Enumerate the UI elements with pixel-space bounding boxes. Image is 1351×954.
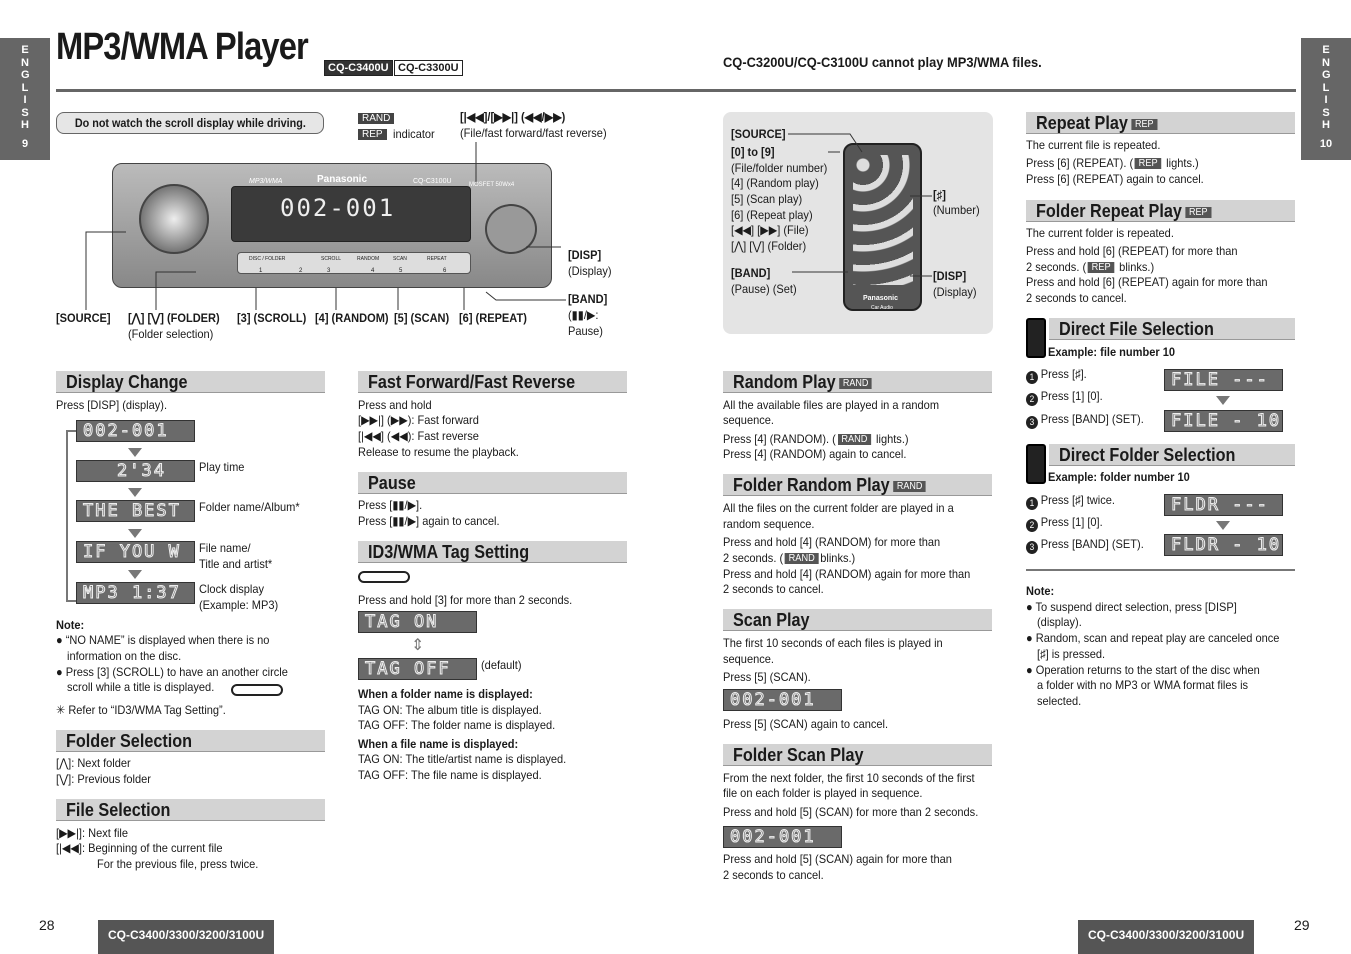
- language-tab-right: [1301, 38, 1351, 160]
- file-previous: For the previous file, press twice.: [97, 857, 259, 871]
- pause-line: Press [▮▮/▶].: [358, 498, 423, 512]
- language-tab-letters: ENGLISH: [21, 44, 30, 131]
- section-title: Direct File Selection: [1059, 319, 1214, 339]
- notes-title: Note:: [1026, 584, 1055, 598]
- preset-key-4[interactable]: 4: [371, 268, 375, 274]
- folder-previous: [⋁]: Previous folder: [56, 772, 151, 786]
- pause-heading: [358, 472, 627, 494]
- section-title: ID3/WMA Tag Setting: [368, 542, 530, 562]
- folder-random-heading: [723, 474, 992, 496]
- scan-key-label: SCAN: [393, 256, 407, 262]
- folder-repeat-line: The current folder is repeated.: [1026, 226, 1174, 240]
- clock-display-label: Clock display: [199, 582, 265, 596]
- section-title-text: Folder Random Play: [733, 475, 890, 495]
- remote-sub-brand: Car Audio: [871, 305, 893, 311]
- folder-scan-line: file on each folder is played in sequence.: [723, 786, 923, 800]
- random-key-label: RANDOM: [357, 256, 380, 262]
- page-tab-number: 10: [1319, 137, 1333, 150]
- note-line: a folder with no MP3 or WMA format files is: [1037, 678, 1249, 692]
- header-divider: [56, 89, 1296, 92]
- band-desc-label: (▮▮/▶:: [568, 308, 599, 322]
- remote-scan-label: [5] (Scan play): [731, 192, 803, 206]
- preset-key-1[interactable]: 1: [259, 268, 263, 274]
- folder-random-line-end: blinks.): [820, 551, 856, 565]
- page-title: MP3/WMA Player: [56, 26, 308, 68]
- section-title: Pause: [368, 473, 416, 493]
- rep-badge: REP: [1185, 207, 1211, 218]
- disp-label: [DISP]: [568, 248, 602, 262]
- random-play-heading: [723, 371, 992, 393]
- folder-tag-off: TAG OFF: The folder name is displayed.: [358, 718, 556, 732]
- section-title: Direct Folder Selection: [1059, 445, 1236, 465]
- toggle-arrow-icon: ⇕: [411, 637, 425, 654]
- section-title: Scan Play: [733, 610, 810, 630]
- ff-keys-label: [|◀◀]/[▶▶|] (◀◀/▶▶): [460, 110, 566, 124]
- id3-heading: [358, 541, 627, 563]
- rand-badge: RAND: [839, 378, 872, 389]
- folder-desc-label: (Folder selection): [128, 327, 214, 341]
- section-title-text: Folder Repeat Play: [1036, 201, 1182, 221]
- model-label: CQ-C3100U: [413, 178, 452, 185]
- ff-desc-label: (File/fast forward/fast reverse): [460, 126, 607, 140]
- remote-nums-label: [0] to [9]: [731, 145, 775, 159]
- arrow-down-icon: [128, 448, 142, 457]
- arrow-down-icon: [128, 529, 142, 538]
- rand-badge: RAND: [838, 434, 871, 445]
- direct-file-step-3: [1026, 412, 1144, 429]
- clock-example-label: (Example: MP3): [199, 598, 279, 612]
- unit-lcd-text: 002-001: [280, 194, 396, 222]
- step-text: Press [BAND] (SET).: [1040, 412, 1144, 426]
- arrow-down-icon: [128, 570, 142, 579]
- tag-reference: ✳ Refer to “ID3/WMA Tag Setting”.: [56, 703, 226, 717]
- random-line: [723, 432, 909, 448]
- rep-badge: REP: [1088, 262, 1114, 273]
- head-unit-leader-lines: [56, 112, 576, 312]
- folder-scan-line: From the next folder, the first 10 seconds of the first: [723, 771, 975, 785]
- note-line: ● Random, scan and repeat play are canceled once: [1026, 631, 1280, 645]
- disp-desc-label: (Display): [568, 264, 612, 278]
- play-time-label: Play time: [199, 460, 245, 474]
- rep-badge: REP: [1131, 119, 1157, 130]
- folder-scan-line: 2 seconds to cancel.: [723, 868, 824, 882]
- display-change-instruction: Press [DISP] (display).: [56, 398, 168, 412]
- random-line: sequence.: [723, 413, 774, 427]
- lcd-file-blank: FILE ---: [1164, 369, 1283, 391]
- note-line: information on the disc.: [67, 649, 182, 663]
- step-number: 1: [1026, 371, 1038, 384]
- folder-scan-line: Press and hold [5] (SCAN) for more than 2 seconds.: [723, 805, 979, 819]
- remote-folder-label: [⋀] [⋁] (Folder): [731, 239, 807, 253]
- remote-mini-icon: [1026, 318, 1046, 358]
- section-divider: [1026, 569, 1295, 571]
- repeat-line: Press [6] (REPEAT) again to cancel.: [1026, 172, 1204, 186]
- step-number: 3: [1026, 541, 1038, 554]
- ff-line: [|◀◀] (◀◀): Fast reverse: [358, 429, 479, 443]
- footer-model-right: CQ-C3400/3300/3200/3100U: [1078, 920, 1254, 954]
- fast-forward-heading: [358, 371, 627, 393]
- folder-random-line: [723, 551, 855, 567]
- model-badge: CQ-C3400U: [324, 60, 393, 76]
- ff-line: Release to resume the playback.: [358, 445, 519, 459]
- loop-line-top: [66, 430, 76, 432]
- folder-scan-heading: [723, 744, 992, 766]
- repeat-key-label: REPEAT: [427, 256, 447, 262]
- direct-folder-heading: [1049, 444, 1295, 466]
- folder-case-heading: When a folder name is displayed:: [358, 687, 533, 701]
- band-label: [BAND]: [568, 292, 608, 306]
- random-line-start: Press [4] (RANDOM). (: [723, 432, 836, 446]
- remote-disp-desc: (Display): [933, 285, 977, 299]
- pause-line: Press [▮▮/▶] again to cancel.: [358, 514, 500, 528]
- lcd-clock: MP3 1:37: [76, 582, 195, 604]
- lcd-folder-name: THE BEST: [76, 500, 195, 522]
- remote-disp-label: [DISP]: [933, 269, 967, 283]
- preset-key-3[interactable]: 3: [327, 268, 331, 274]
- folder-repeat-line: Press and hold [6] (REPEAT) for more than: [1026, 244, 1238, 258]
- section-title: [1036, 201, 1211, 221]
- rep-badge: REP: [1135, 158, 1161, 169]
- file-selection-heading: [56, 799, 325, 821]
- default-label: (default): [481, 658, 522, 672]
- note-line: scroll while a title is displayed.: [67, 680, 215, 694]
- preset-key-2[interactable]: 2: [299, 268, 303, 274]
- page-number-right: 29: [1294, 917, 1310, 933]
- note-line: ● To suspend direct selection, press [DISP]: [1026, 600, 1237, 614]
- model-badge: CQ-C3300U: [394, 60, 463, 76]
- section-title: Folder Scan Play: [733, 745, 864, 765]
- folder-repeat-line-end: blinks.): [1119, 260, 1155, 274]
- note-line: ● “NO NAME” is displayed when there is no: [56, 633, 270, 647]
- scan-line: The first 10 seconds of each files is played in: [723, 636, 943, 650]
- page-tab-number: 9: [21, 137, 29, 150]
- folder-repeat-line-start: 2 seconds. (: [1026, 260, 1087, 274]
- folder-repeat-heading: [1026, 200, 1295, 222]
- section-title-text: Repeat Play: [1036, 113, 1128, 133]
- scan-line: Press [5] (SCAN).: [723, 670, 811, 684]
- scan-line: sequence.: [723, 652, 774, 666]
- repeat-play-heading: [1026, 112, 1295, 134]
- step-text: Press [1] [0].: [1040, 389, 1103, 403]
- remote-leader-lines: [780, 130, 940, 290]
- scroll-key-callout: [3] (SCROLL): [237, 311, 307, 325]
- step-number: 3: [1026, 416, 1038, 429]
- random-line-end: lights.): [876, 432, 909, 446]
- step-text: Press [♯] twice.: [1040, 493, 1115, 507]
- lcd-folder-blank: FLDR ---: [1164, 494, 1283, 516]
- remote-hash-label: [♯]: [933, 188, 946, 202]
- loop-line: [66, 431, 68, 601]
- direct-file-heading: [1049, 318, 1295, 340]
- remote-brand: Panasonic: [863, 295, 899, 302]
- file-name-label: File name/: [199, 541, 251, 555]
- note-title: Note:: [56, 618, 85, 632]
- scan-line: Press [5] (SCAN) again to cancel.: [723, 717, 889, 731]
- folder-random-line: Press and hold [4] (RANDOM) again for more than: [723, 567, 971, 581]
- remote-file-label: [◀◀] [▶▶] (File): [731, 223, 809, 237]
- direct-folder-example: Example: folder number 10: [1048, 470, 1190, 484]
- loop-line-bottom: [66, 600, 76, 602]
- note-line: [♯] is pressed.: [1037, 647, 1106, 661]
- display-change-heading: [56, 371, 325, 393]
- brand-label: Panasonic: [317, 174, 368, 185]
- scroll-indicator-icon: [231, 684, 283, 696]
- step-number: 1: [1026, 497, 1038, 510]
- folder-random-line: All the files on the current folder are played in a: [723, 501, 954, 515]
- random-line: Press [4] (RANDOM) again to cancel.: [723, 447, 907, 461]
- rand-indicator-badge: RAND: [358, 113, 394, 124]
- step-number: 2: [1026, 393, 1038, 406]
- lcd-folder-10: FLDR - 10: [1164, 534, 1283, 556]
- repeat-line: The current file is repeated.: [1026, 138, 1161, 152]
- section-title: Folder Selection: [66, 731, 193, 751]
- step-text: Press [BAND] (SET).: [1040, 537, 1144, 551]
- file-tag-on: TAG ON: The title/artist name is displayed.: [358, 752, 567, 766]
- folder-random-line: Press and hold [4] (RANDOM) for more than: [723, 535, 941, 549]
- repeat-key-callout: [6] (REPEAT): [459, 311, 527, 325]
- step-text: Press [♯].: [1040, 367, 1087, 381]
- scan-key-callout: [5] (SCAN): [394, 311, 450, 325]
- folder-repeat-line: [1026, 260, 1154, 276]
- folder-key-label: [⋀] [⋁] (FOLDER): [128, 311, 220, 325]
- step-text: Press [1] [0].: [1040, 515, 1103, 529]
- section-title: Fast Forward/Fast Reverse: [368, 372, 576, 392]
- section-title: [733, 475, 926, 495]
- note-line: (display).: [1037, 615, 1082, 629]
- rand-badge: RAND: [893, 481, 926, 492]
- remote-source-label: [SOURCE]: [731, 127, 786, 141]
- note-line: ● Press [3] (SCROLL) to have an another circle: [56, 665, 288, 679]
- remote-mini-icon: [1026, 444, 1046, 484]
- section-title: [1036, 113, 1157, 133]
- lcd-tag-off: TAG OFF: [358, 658, 477, 680]
- direct-folder-step-2: [1026, 515, 1103, 532]
- lcd-folder-scan: 002-001: [723, 826, 842, 848]
- lcd-tag-on: TAG ON: [358, 611, 477, 633]
- remote-repeat-label: [6] (Repeat play): [731, 208, 813, 222]
- repeat-line-start: Press [6] (REPEAT). (: [1026, 156, 1134, 170]
- direct-folder-step-3: [1026, 537, 1144, 554]
- lcd-file-10: FILE - 10: [1164, 410, 1283, 432]
- remote-random-label: [4] (Random play): [731, 176, 819, 190]
- arrow-down-icon: [1216, 521, 1230, 530]
- section-title: File Selection: [66, 800, 171, 820]
- arrow-down-icon: [1216, 396, 1230, 405]
- repeat-line: [1026, 156, 1199, 172]
- random-line: All the available files are played in a random: [723, 398, 940, 412]
- scan-play-heading: [723, 609, 992, 631]
- arrow-down-icon: [128, 488, 142, 497]
- section-title: Display Change: [66, 372, 188, 392]
- tag-indicator-icon: [358, 571, 410, 583]
- scroll-key-label: SCROLL: [321, 256, 342, 262]
- remote-nums-desc: (File/folder number): [731, 161, 828, 175]
- folder-tag-on: TAG ON: The album title is displayed.: [358, 703, 542, 717]
- ff-line: Press and hold: [358, 398, 432, 412]
- source-label: [SOURCE]: [56, 311, 111, 325]
- band-desc-label-2: Pause): [568, 324, 603, 338]
- indicator-label: indicator: [393, 127, 435, 141]
- preset-key-6[interactable]: 6: [443, 268, 447, 274]
- direct-file-step-2: [1026, 389, 1103, 406]
- lcd-file-name: IF YOU W: [76, 541, 195, 563]
- lcd-play-time: 2'34: [76, 460, 195, 482]
- page-number-left: 28: [39, 917, 55, 933]
- direct-folder-step-1: [1026, 493, 1115, 510]
- folder-next: [⋀]: Next folder: [56, 756, 131, 770]
- random-key-callout: [4] (RANDOM): [315, 311, 389, 325]
- rand-badge: RAND: [785, 553, 818, 564]
- step-number: 2: [1026, 519, 1038, 532]
- title-artist-label: Title and artist*: [199, 557, 273, 571]
- folder-random-line: 2 seconds to cancel.: [723, 582, 824, 596]
- preset-key-5[interactable]: 5: [399, 268, 403, 274]
- note-line: selected.: [1037, 694, 1082, 708]
- remote-band-desc: (Pause) (Set): [731, 282, 797, 296]
- lcd-scan: 002-001: [723, 689, 842, 711]
- folder-repeat-line: Press and hold [6] (REPEAT) again for more than: [1026, 275, 1268, 289]
- remote-band-label: [BAND]: [731, 266, 771, 280]
- folder-random-line: random sequence.: [723, 517, 815, 531]
- warning-text: Do not watch the scroll display while driving.: [74, 116, 306, 130]
- folder-repeat-line: 2 seconds to cancel.: [1026, 291, 1127, 305]
- section-title-text: Random Play: [733, 372, 836, 392]
- file-tag-off: TAG OFF: The file name is displayed.: [358, 768, 542, 782]
- folder-selection-heading: [56, 730, 325, 752]
- id3-instruction: Press and hold [3] for more than 2 seconds.: [358, 593, 573, 607]
- direct-file-step-1: [1026, 367, 1087, 384]
- file-case-heading: When a file name is displayed:: [358, 737, 519, 751]
- ff-line: [▶▶|] (▶▶): Fast forward: [358, 413, 479, 427]
- folder-random-line-start: 2 seconds. (: [723, 551, 784, 565]
- note-line: ● Operation returns to the start of the disc when: [1026, 663, 1260, 677]
- rep-indicator-badge: REP: [358, 129, 387, 140]
- mosfet-label: MOSFET 50Wx4: [469, 182, 515, 188]
- repeat-line-end: lights.): [1166, 156, 1199, 170]
- folder-scan-line: Press and hold [5] (SCAN) again for more than: [723, 852, 952, 866]
- remote-hash-desc: (Number): [933, 203, 980, 217]
- section-title: [733, 372, 872, 392]
- disc-folder-key-label: DISC / FOLDER: [249, 256, 286, 262]
- mp3wma-label: MP3/WMA: [249, 178, 283, 185]
- file-next: [▶▶|]: Next file: [56, 826, 129, 840]
- direct-file-example: Example: file number 10: [1048, 345, 1176, 359]
- footer-model-left: CQ-C3400/3300/3200/3100U: [98, 920, 274, 954]
- language-tab-letters: ENGLISH: [1322, 44, 1331, 131]
- folder-name-label: Folder name/Album*: [199, 500, 300, 514]
- language-tab-left: [0, 38, 50, 160]
- file-beginning: [|◀◀]: Beginning of the current file: [56, 841, 223, 855]
- header-note: CQ-C3200U/CQ-C3100U cannot play MP3/WMA files.: [723, 54, 1042, 70]
- lcd-track-number: 002-001: [76, 420, 195, 442]
